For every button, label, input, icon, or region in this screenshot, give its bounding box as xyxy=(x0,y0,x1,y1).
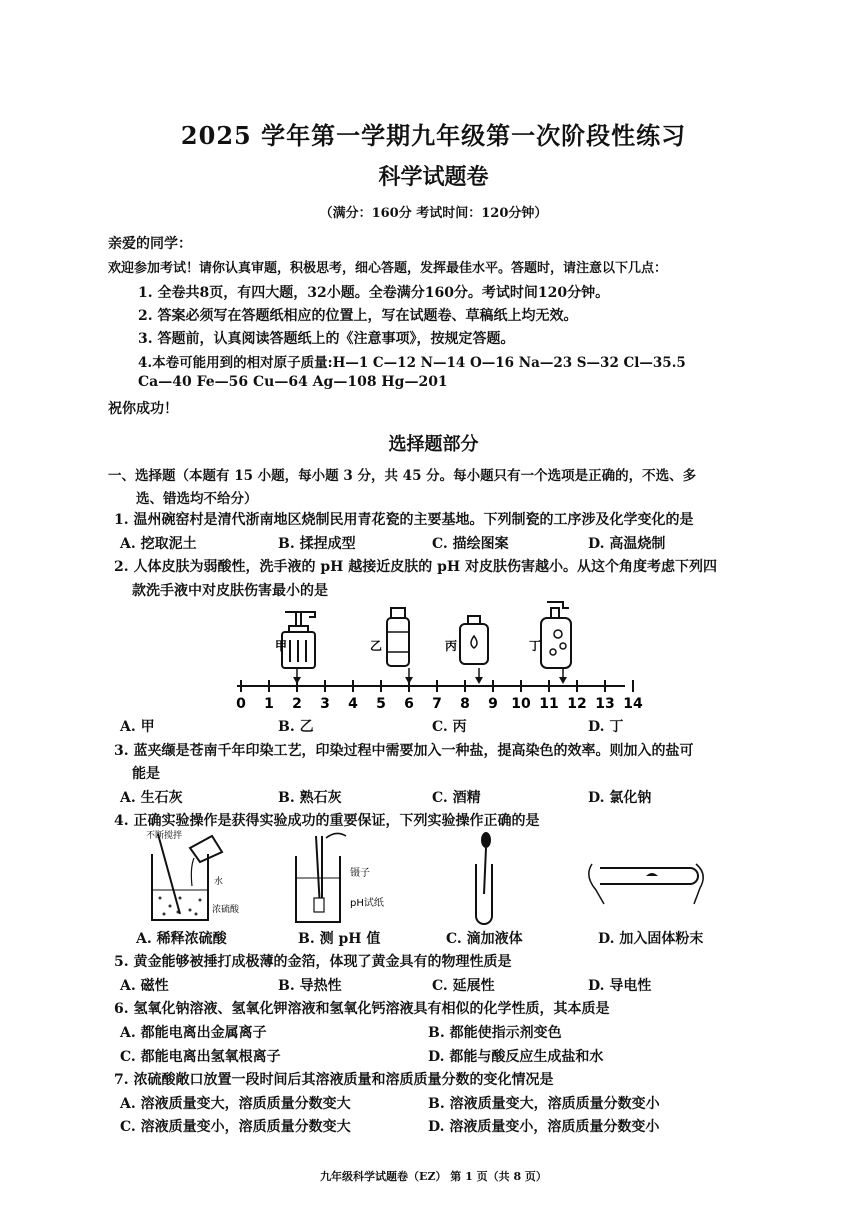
ph-tick-label: 3 xyxy=(320,696,330,712)
ph-tick-label: 4 xyxy=(348,696,358,712)
q2-stem: 2. 人体皮肤为弱酸性，洗手液的 pH 越接近皮肤的 pH 对皮肤伤害越小。从这个角度考虑下列四 xyxy=(114,559,718,575)
q7-option-d[interactable]: D. 溶液质量变小，溶质质量分数变小 xyxy=(428,1119,660,1135)
q3-option-c[interactable]: C. 酒精 xyxy=(432,790,481,806)
q5-option-b[interactable]: B. 导热性 xyxy=(278,978,342,994)
q4-option-a[interactable]: A. 稀释浓硫酸 xyxy=(136,931,227,947)
section-heading: 一、选择题（本题有 15 小题，每小题 3 分，共 45 分。每小题只有一个选项是正确的，不选、多 xyxy=(108,468,697,484)
ph-tick-label: 11 xyxy=(539,696,559,712)
dropper-test-tube-icon xyxy=(476,832,492,924)
lab-operations-figure xyxy=(130,828,730,928)
bottle-bing-icon xyxy=(460,616,488,664)
note-4: 4.本卷可能用到的相对原子质量:H—1 C—12 N—14 O—16 Na—23 S—32 Cl—35.5 xyxy=(138,355,686,371)
q2-option-b[interactable]: B. 乙 xyxy=(278,719,314,735)
ph-tick-label: 5 xyxy=(376,696,386,712)
ph-tick-label: 9 xyxy=(488,696,498,712)
label-ph-paper: pH试纸 xyxy=(350,898,384,909)
q2-stem-cont: 款洗手液中对皮肤伤害最小的是 xyxy=(132,583,328,599)
ph-tick-label: 12 xyxy=(567,696,587,712)
atomic-masses-cont: Ca—40 Fe—56 Cu—64 Ag—108 Hg—201 xyxy=(138,374,448,390)
q3-stem-cont: 能是 xyxy=(132,766,160,782)
ph-scale-figure xyxy=(225,598,645,716)
page-footer: 九年级科学试题卷（EZ） 第 1 页（共 8 页） xyxy=(320,1170,547,1183)
q2-option-c[interactable]: C. 丙 xyxy=(432,719,467,735)
q5-stem: 5. 黄金能够被捶打成极薄的金箔，体现了黄金具有的物理性质是 xyxy=(114,954,512,970)
closing: 祝你成功！ xyxy=(108,401,178,417)
q7-option-a[interactable]: A. 溶液质量变大，溶质质量分数变大 xyxy=(120,1096,351,1112)
bottle-label-bing: 丙 xyxy=(445,639,458,653)
exam-subtitle: 科学试题卷 xyxy=(378,164,489,190)
q6-option-d[interactable]: D. 都能与酸反应生成盐和水 xyxy=(428,1049,604,1065)
section-title: 选择题部分 xyxy=(388,434,479,455)
ph-tick-label: 2 xyxy=(292,696,302,712)
q1-stem: 1. 温州碗窑村是清代浙南地区烧制民用青花瓷的主要基地。下列制瓷的工序涉及化学变化的是 xyxy=(114,512,694,528)
q7-option-b[interactable]: B. 溶液质量变大，溶质质量分数变小 xyxy=(428,1096,660,1112)
q3-option-b[interactable]: B. 熟石灰 xyxy=(278,790,342,806)
ph-tick-label: 1 xyxy=(264,696,274,712)
exam-meta: （满分：160分 考试时间：120分钟） xyxy=(319,206,548,221)
ph-test-beaker-icon xyxy=(296,833,346,922)
q1-option-a[interactable]: A. 挖取泥土 xyxy=(120,536,197,552)
ph-pointer-arrow-icon xyxy=(475,677,483,684)
ph-pointer-arrow-icon xyxy=(559,677,567,684)
q2-option-a[interactable]: A. 甲 xyxy=(120,719,155,735)
label-tweezers: 镊子 xyxy=(350,868,370,879)
exam-title: 2025 学年第一学期九年级第一次阶段性练习 xyxy=(180,121,687,150)
ph-tick-label: 7 xyxy=(432,696,442,712)
label-water: 水 xyxy=(214,877,224,887)
greeting: 亲爱的同学： xyxy=(108,236,192,252)
ph-tick-label: 8 xyxy=(460,696,470,712)
ph-pointer-arrow-icon xyxy=(293,677,301,684)
q4-option-b[interactable]: B. 测 pH 值 xyxy=(298,931,381,947)
ph-tick-label: 14 xyxy=(623,696,643,712)
q4-stem: 4. 正确实验操作是获得实验成功的重要保证，下列实验操作正确的是 xyxy=(114,813,540,829)
q2-option-d[interactable]: D. 丁 xyxy=(588,719,624,735)
q4-option-d[interactable]: D. 加入固体粉末 xyxy=(598,931,704,947)
q4-option-c[interactable]: C. 滴加液体 xyxy=(446,931,523,947)
note-2: 2. 答案必须写在答题纸相应的位置上，写在试题卷、草稿纸上均无效。 xyxy=(138,308,578,324)
ph-pointer-arrow-icon xyxy=(405,677,413,684)
label-stir: 不断搅拌 xyxy=(146,831,183,841)
q1-option-d[interactable]: D. 高温烧制 xyxy=(588,536,666,552)
ph-tick-label: 10 xyxy=(511,696,531,712)
bottle-yi-icon xyxy=(387,608,409,666)
ph-tick-label: 13 xyxy=(595,696,615,712)
q6-option-a[interactable]: A. 都能电离出金属离子 xyxy=(120,1025,267,1041)
note-1: 1. 全卷共8页，有四大题，32小题。全卷满分160分。考试时间120分钟。 xyxy=(138,285,610,301)
q7-stem: 7. 浓硫酸敞口放置一段时间后其溶液质量和溶质质量分数的变化情况是 xyxy=(114,1072,554,1088)
q3-option-a[interactable]: A. 生石灰 xyxy=(120,790,183,806)
bottle-ding-icon xyxy=(541,602,571,668)
welcome-text: 欢迎参加考试！请你认真审题，积极思考，细心答题，发挥最佳水平。答题时，请注意以下几点： xyxy=(108,261,668,276)
q1-option-b[interactable]: B. 揉捏成型 xyxy=(278,536,356,552)
q3-option-d[interactable]: D. 氯化钠 xyxy=(588,790,652,806)
bottle-label-yi: 乙 xyxy=(370,639,383,653)
q6-stem: 6. 氢氧化钠溶液、氢氧化钾溶液和氢氧化钙溶液具有相似的化学性质，其本质是 xyxy=(114,1001,610,1017)
label-conc-acid: 浓硫酸 xyxy=(212,905,240,915)
q1-option-c[interactable]: C. 描绘图案 xyxy=(432,536,509,552)
bottle-label-jia: 甲 xyxy=(275,639,288,653)
bottle-label-ding: 丁 xyxy=(529,639,542,653)
q7-option-c[interactable]: C. 溶液质量变小，溶质质量分数变大 xyxy=(120,1119,351,1135)
q5-option-c[interactable]: C. 延展性 xyxy=(432,978,495,994)
horizontal-test-tube-icon xyxy=(589,864,703,904)
q5-option-a[interactable]: A. 磁性 xyxy=(120,978,169,994)
ph-tick-label: 0 xyxy=(236,696,246,712)
note-3: 3. 答题前，认真阅读答题纸上的《注意事项》，按规定答题。 xyxy=(138,331,515,347)
section-heading-cont: 选、错选均不给分） xyxy=(136,491,258,507)
q6-option-c[interactable]: C. 都能电离出氢氧根离子 xyxy=(120,1049,281,1065)
q6-option-b[interactable]: B. 都能使指示剂变色 xyxy=(428,1025,562,1041)
ph-tick-label: 6 xyxy=(404,696,414,712)
q3-stem: 3. 蓝夹缬是苍南千年印染工艺，印染过程中需要加入一种盐，提高染色的效率。则加入的盐可 xyxy=(114,743,694,759)
q5-option-d[interactable]: D. 导电性 xyxy=(588,978,652,994)
